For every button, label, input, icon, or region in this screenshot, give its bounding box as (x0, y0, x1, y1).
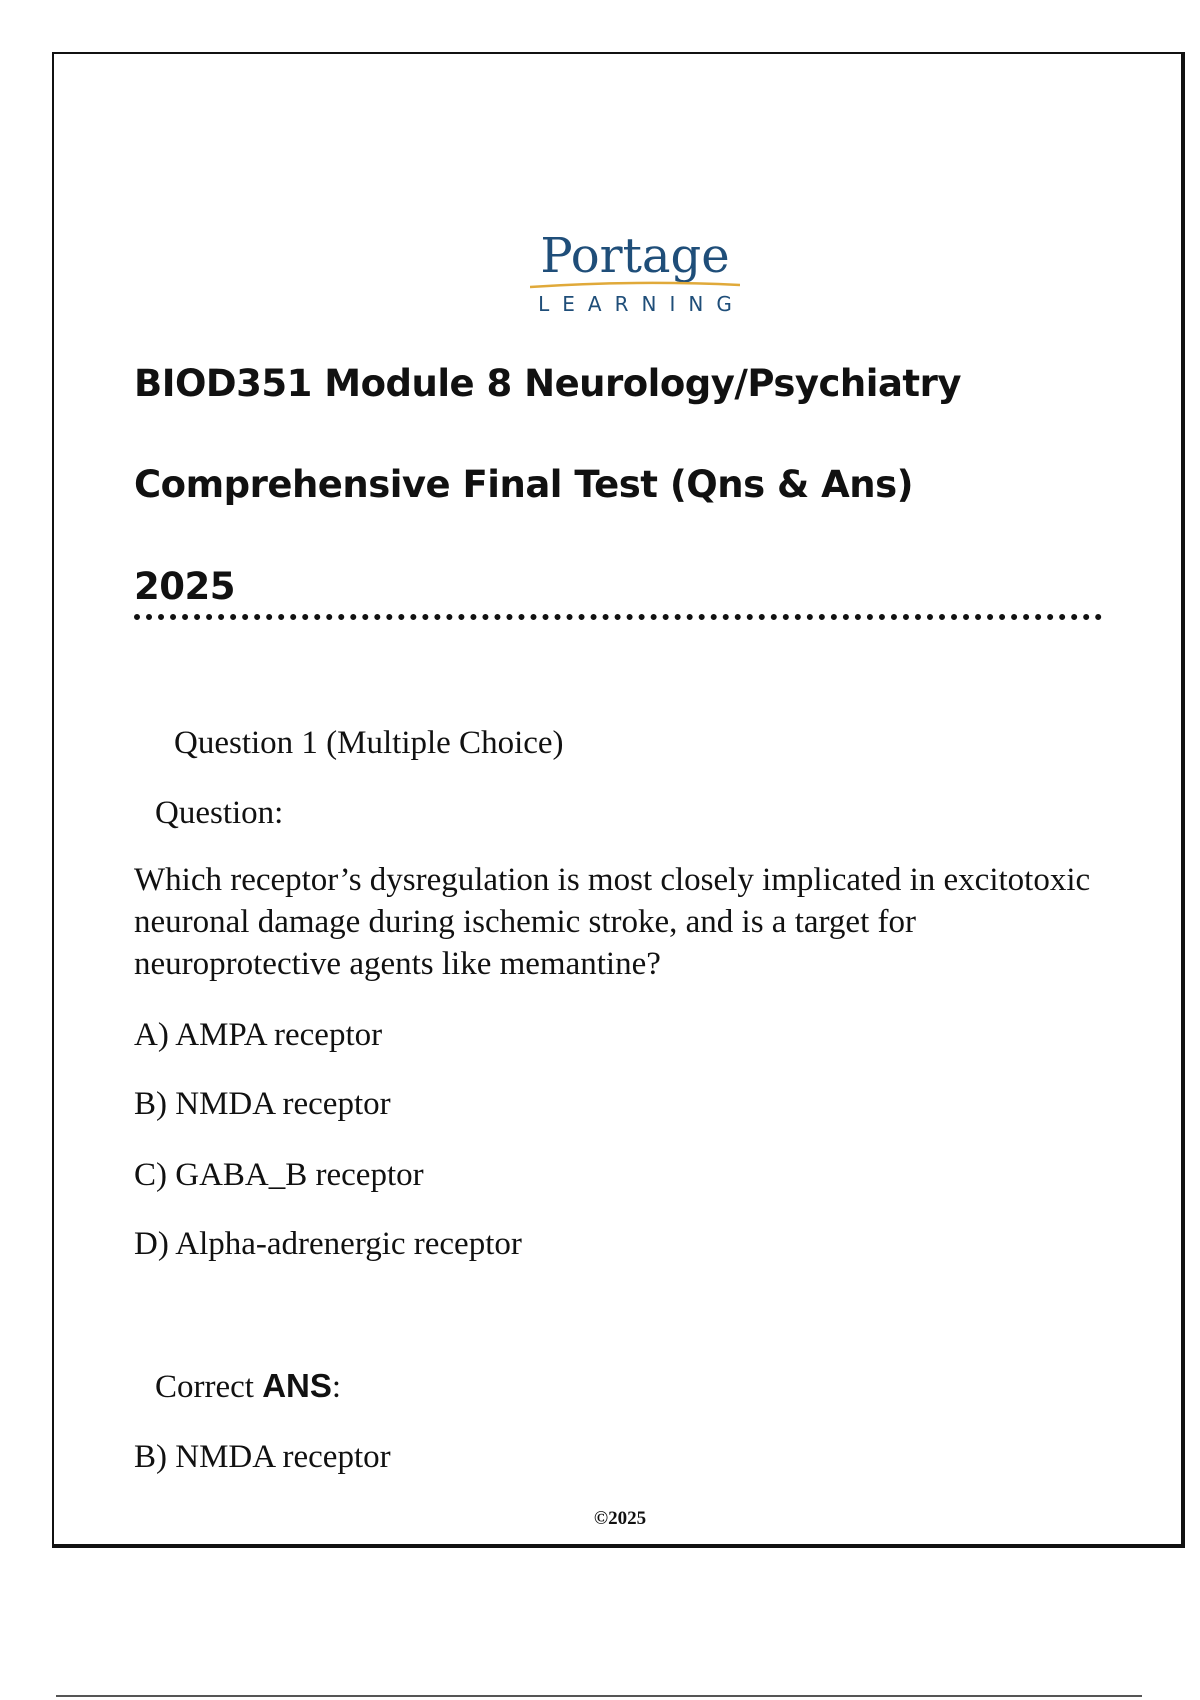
next-page-edge (56, 1695, 1142, 1697)
title-dotted-divider (134, 614, 1102, 620)
logo-swoosh-icon (530, 280, 740, 290)
option-b: B) NMDA receptor (134, 1086, 391, 1122)
portage-learning-logo (520, 228, 750, 318)
answer-prefix: Correct (155, 1369, 263, 1405)
document-title-line-2: Comprehensive Final Test (Qns & Ans) (134, 463, 914, 506)
logo-wordmark: Portage (540, 228, 730, 284)
option-d: D) Alpha-adrenergic receptor (134, 1226, 522, 1262)
question-heading: Question 1 (Multiple Choice) (174, 725, 564, 761)
logo-subtitle: LEARNING (538, 292, 745, 316)
document-title-line-1: BIOD351 Module 8 Neurology/Psychiatry (134, 362, 961, 405)
option-a: A) AMPA receptor (134, 1017, 383, 1053)
question-body: Which receptor’s dysregulation is most closely implicated in excitotoxic neuronal damage during ischemic stroke, and is a target for neuroprotective agents like memantine? (134, 862, 1091, 982)
question-label: Question: (155, 795, 284, 831)
answer-strong: ANS (262, 1367, 332, 1404)
option-c: C) GABA_B receptor (134, 1157, 424, 1193)
answer-suffix: : (331, 1369, 342, 1405)
correct-answer-value: B) NMDA receptor (134, 1439, 391, 1475)
copyright-notice: ©2025 (593, 1508, 647, 1529)
correct-answer-label (155, 1365, 341, 1408)
document-title-year: 2025 (134, 565, 235, 608)
